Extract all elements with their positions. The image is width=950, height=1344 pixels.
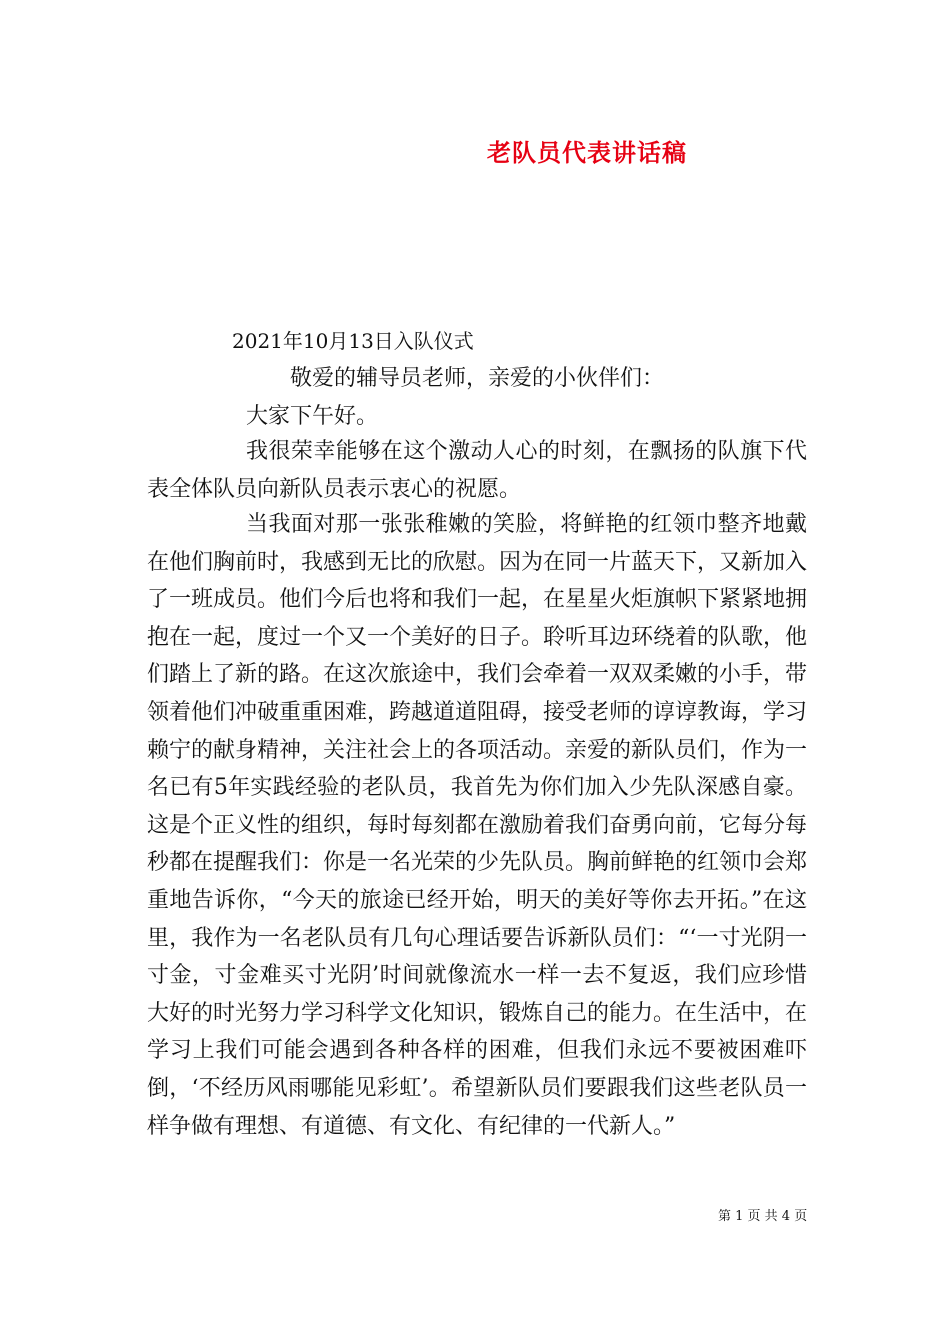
greeting: 大家下午好。 bbox=[246, 404, 379, 429]
event-date-line: 2021年10月13日入队仪式 bbox=[232, 329, 474, 353]
paragraph-2: 当我面对那一张张稚嫩的笑脸，将鲜艳的红领巾整齐地戴在他们胸前时，我感到无比的欣慰。因为在同一片蓝天下，又新加入了一班成员。他们今后也将和我们一起，在星星火炬旗帜下紧紧地拥抱在一起，度过一个又一个美好的日子。聆听耳边环绕着的队歌，他们踏上了新的路。在这次旅途中，我们会牵着一双双柔嫩的小手，带领着他们冲破重重困难，跨越道道阻碍，接受老师的谆谆教诲，学习赖宁的献身精神，关注社会上的各项活动。亲爱的新队员们，作为一名已有5年实践经验的老队员，我首先为你们加入少先队深感自豪。这是个正义性的组织，每时每刻都在激励着我们奋勇向前，它每分每秒都在提醒我们：你是一名光荣的少先队员。胸前鲜艳的红领巾会郑重地告诉你，“今天的旅途已经开始，明天的美好等你去开拓。”在这里，我作为一名老队员有几句心理话要告诉新队员们：“‘一寸光阴一寸金，寸金难买寸光阴’时间就像流水一样一去不复返，我们应珍惜大好的时光努力学习科学文化知识，锻炼自己的能力。在生活中，在学习上我们可能会遇到各种各样的困难，但我们永远不要被困难吓倒，‘不经历风雨哪能见彩虹’。希望新队员们要跟我们这些老队员一样争做有理想、有道德、有文化、有纪律的一代新人。” bbox=[147, 512, 808, 1139]
paragraph-1: 我很荣幸能够在这个激动人心的时刻，在飘扬的队旗下代表全体队员向新队员表示衷心的祝愿。 bbox=[147, 439, 807, 502]
salutation: 敬爱的辅导员老师，亲爱的小伙伴们： bbox=[290, 366, 665, 391]
page-number-footer: 第 1 页 共 4 页 bbox=[718, 1209, 808, 1224]
document-title: 老队员代表讲话稿 bbox=[487, 138, 687, 167]
